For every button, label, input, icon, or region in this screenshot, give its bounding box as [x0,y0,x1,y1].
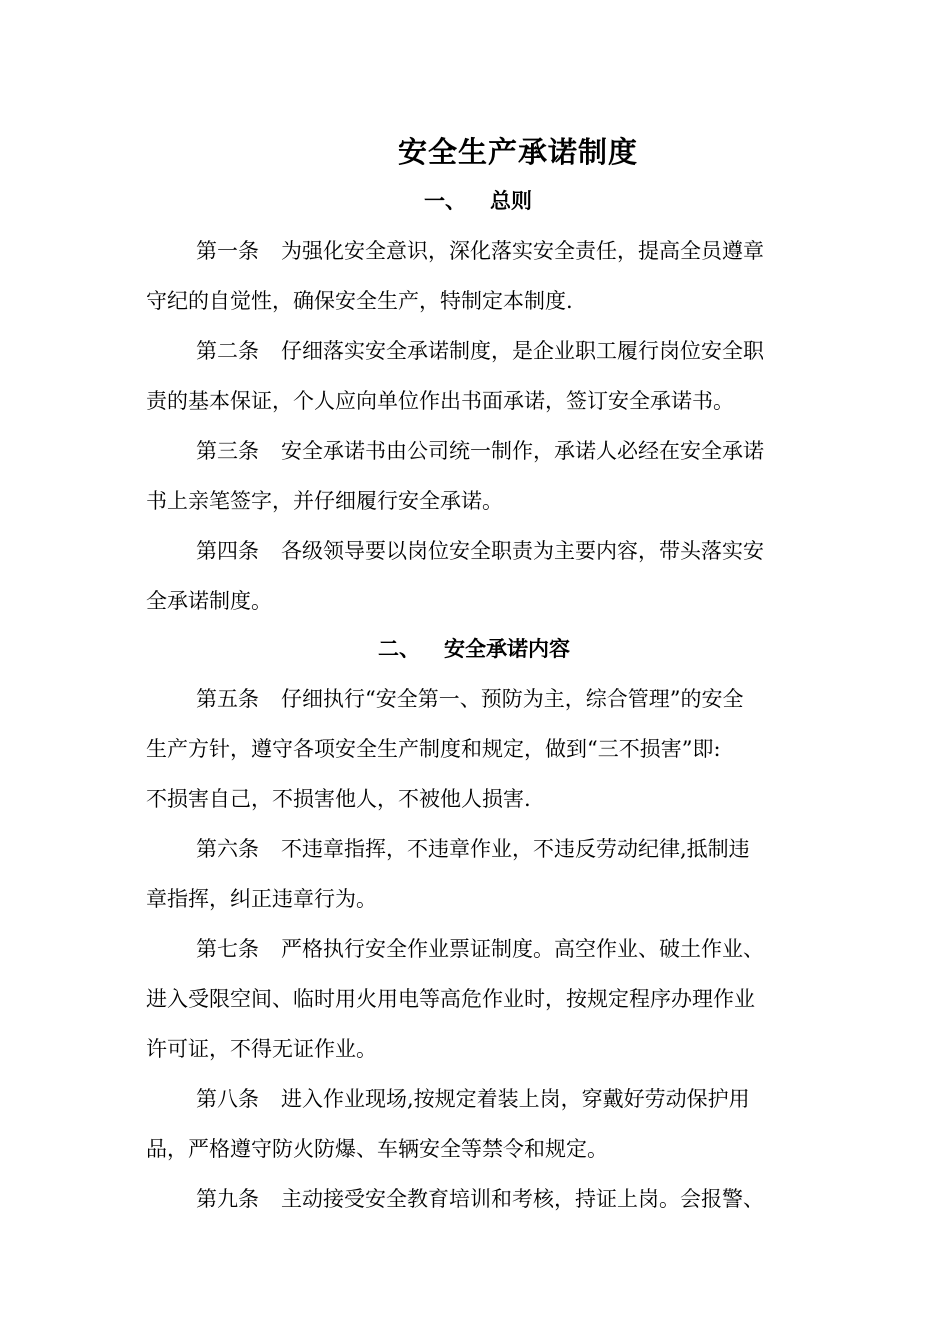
article-text: 生产方针，遵守各项安全生产制度和规定，做到“三不损害”即: [146,737,721,761]
article-text: 进入作业现场,按规定着装上岗，穿戴好劳动保护用 [281,1087,750,1111]
paragraph-line [196,834,806,864]
article-text: 不违章指挥，不违章作业，不违反劳动纪律,抵制违 [281,837,750,861]
article-text: 不损害自己，不损害他人，不被他人损害. [146,787,531,811]
paragraph-line [196,336,806,366]
article-text: 守纪的自觉性，确保安全生产，特制定本制度. [146,289,573,313]
paragraph-line [196,1184,806,1214]
article-number: 第七条 [196,937,259,961]
article-text: 仔细执行“安全第一、预防为主，综合管理”的安全 [281,687,744,711]
paragraph-line [196,934,806,964]
paragraph-line [146,586,806,616]
article-text: 全承诺制度。 [146,589,272,613]
article-text: 各级领导要以岗位安全职责为主要内容，带头落实安 [281,539,764,563]
article-number: 第二条 [196,339,259,363]
article-text: 进入受限空间、临时用火用电等高危作业时，按规定程序办理作业 [146,987,755,1011]
paragraph-line [146,1034,806,1064]
section-number: 一、 [424,188,466,213]
section-number: 二、 [378,636,420,661]
article-number: 第四条 [196,539,259,563]
paragraph-line [146,784,806,814]
paragraph-line [146,734,806,764]
section-heading-commitment [378,634,570,664]
article-number: 第九条 [196,1187,259,1211]
paragraph-line [196,1084,806,1114]
article-text: 严格执行安全作业票证制度。高空作业、破土作业、 [281,937,764,961]
article-number: 第六条 [196,837,259,861]
article-text: 品，严格遵守防火防爆、车辆安全等禁令和规定。 [146,1137,608,1161]
paragraph-line [196,536,806,566]
article-text: 章指挥，纠正违章行为。 [146,887,377,911]
article-text: 书上亲笔签字，并仔细履行安全承诺。 [146,489,503,513]
paragraph-line [146,486,806,516]
paragraph-line [196,684,806,714]
article-number: 第一条 [196,239,259,263]
paragraph-line [146,1134,806,1164]
paragraph-line [146,884,806,914]
article-number: 第三条 [196,439,259,463]
paragraph-line [146,984,806,1014]
paragraph-line [196,236,806,266]
paragraph-line [196,436,806,466]
section-title: 总则 [490,188,532,213]
paragraph-line [146,286,806,316]
article-text: 许可证，不得无证作业。 [146,1037,377,1061]
article-number: 第八条 [196,1087,259,1111]
article-text: 仔细落实安全承诺制度，是企业职工履行岗位安全职 [281,339,764,363]
article-text: 安全承诺书由公司统一制作，承诺人必经在安全承诺 [281,439,764,463]
article-number: 第五条 [196,687,259,711]
paragraph-line [146,386,806,416]
article-text: 责的基本保证，个人应向单位作出书面承诺，签订安全承诺书。 [146,389,734,413]
article-text: 为强化安全意识，深化落实安全责任，提高全员遵章 [281,239,764,263]
document-title: 安全生产承诺制度 [397,135,638,169]
article-text: 主动接受安全教育培训和考核，持证上岗。会报警、 [281,1187,764,1211]
section-title: 安全承诺内容 [444,636,570,661]
section-heading-general [424,186,532,216]
